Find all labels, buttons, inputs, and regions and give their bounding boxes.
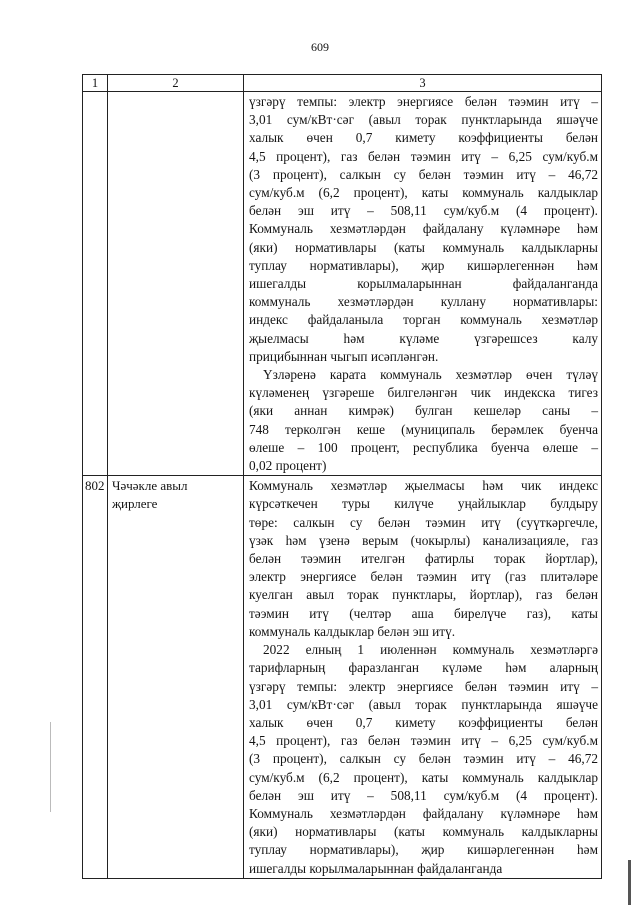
- row-number-cell: [83, 92, 108, 476]
- header-col-2: 2: [108, 75, 244, 92]
- description-cell: [244, 476, 602, 878]
- scan-artifact-edge: [628, 860, 631, 905]
- description-line: индекс файдаланыла торган коммуналь хезмәтләр: [249, 312, 598, 328]
- description-line: ишегалды корылмаларыннан файдаланганда: [249, 276, 598, 292]
- description-line: җыелмасы һәм күләме үзгәрешсез калу: [249, 330, 598, 346]
- description-line: төре: салкын су белән тәэмин итү (суүткәргечле,: [249, 514, 598, 530]
- settlement-name-cell: [108, 92, 244, 476]
- description-line: сум/куб.м (6,2 процент), каты коммуналь калдыклар: [249, 769, 598, 785]
- description-line: тарифларның фаразланган күләме һәм аларның: [249, 660, 598, 676]
- description-line: Коммуналь хезмәтләрдән файдалану күләмнәре һәм: [249, 221, 598, 237]
- table-row-802: [83, 476, 602, 878]
- description-line: 4,5 процент), газ белән тәэмин итү – 6,25 сум/куб.м: [249, 733, 598, 749]
- description-line: 2022 елның 1 июленнән коммуналь хезмәтләргә: [263, 642, 598, 658]
- description-line: Үзләренә карата коммуналь хезмәтләр өчен түләү: [263, 367, 598, 383]
- description-line: (яки) нормативлары (каты коммуналь калдыкларны: [249, 824, 598, 840]
- description-line: өлеше – 100 процент, республика буенча өлеше –: [249, 439, 598, 455]
- table-header-row: [83, 75, 602, 92]
- description-line: туплау нормативлары), җир кишәрлегеннән һәм: [249, 842, 598, 858]
- description-line: (яки) нормативлары (каты коммуналь калдыкларны: [249, 239, 598, 255]
- description-line: тәэмин итү (челтәр аша бирелүче газ), каты: [249, 605, 598, 621]
- description-line: сум/куб.м (6,2 процент), каты коммуналь калдыклар: [249, 185, 598, 201]
- description-cell: [244, 92, 602, 476]
- description-line: электр энергиясе белән тәэмин итү (газ плитәләре: [249, 569, 598, 585]
- document-table: [82, 74, 602, 879]
- description-line: ишегалды корылмаларыннан файдаланганда: [249, 860, 503, 876]
- description-line: үзгәрү темпы: электр энергиясе белән тәэмин итү –: [249, 94, 598, 109]
- description-line: белән эш итү – 508,11 сум/куб.м (4 процент).: [249, 787, 598, 803]
- description-line: 4,5 процент), газ белән тәэмин итү – 6,25 сум/куб.м: [249, 148, 598, 164]
- description-line: Коммуналь хезмәтләр җыелмасы һәм чик индекс: [249, 478, 598, 494]
- description-line: туплау нормативлары), җир кишәрлегеннән һәм: [249, 257, 598, 273]
- description-line: коммуналь калдыклар белән эш итү.: [249, 623, 456, 639]
- scan-artifact-line: [50, 722, 51, 812]
- header-col-3: 3: [244, 75, 602, 92]
- description-line: үзәк һәм үзенә верым (чокырлы) канализацияле, газ: [249, 532, 598, 548]
- description-line: 3,01 сум/кВт·сәг (авыл торак пунктларында яшәүче: [249, 112, 598, 128]
- description-line: үзгәрү темпы: электр энергиясе белән тәэмин итү –: [249, 678, 598, 694]
- page-number: 609: [311, 40, 329, 54]
- description-line: халык өчен 0,7 кимету коэффициенты белән: [249, 130, 598, 146]
- description-line: (3 процент), салкын су белән тәэмин итү – 46,72: [249, 166, 598, 182]
- description-line: прицибыннан чыгып исәпләнгән.: [249, 348, 439, 364]
- description-line: 0,02 процент): [249, 458, 327, 474]
- settlement-name-line: җирлеге: [112, 496, 158, 512]
- description-line: (яки аннан кимрәк) булган кешеләр саны –: [249, 403, 598, 419]
- table-row-continued: [83, 92, 602, 476]
- description-line: белән эш итү – 508,11 сум/куб.м (4 процент).: [249, 203, 598, 219]
- header-col-1: 1: [83, 75, 108, 92]
- description-line: белән тәэмин ителгән фатирлы торак йортлар),: [249, 551, 598, 567]
- row-number-cell: 802: [83, 476, 108, 878]
- description-line: халык өчен 0,7 кимету коэффициенты белән: [249, 714, 598, 730]
- description-line: күрсәткечен туры килүче уңайлыклар булдыру: [249, 496, 598, 512]
- description-line: 3,01 сум/кВт·сәг (авыл торак пунктларында яшәүче: [249, 696, 598, 712]
- settlement-name-line: Чәчәкле авыл: [112, 478, 188, 494]
- description-line: күләменең үзгәреше билгеләнгән чик индекска тигез: [249, 385, 598, 401]
- description-line: 748 терколгән кеше (муниципаль берәмлек буенча: [249, 421, 598, 437]
- settlement-name-cell: [108, 476, 244, 878]
- description-line: Коммуналь хезмәтләрдән файдалану күләмнәре һәм: [249, 805, 598, 821]
- description-line: (3 процент), салкын су белән тәэмин итү – 46,72: [249, 751, 598, 767]
- description-line: коммуналь хезмәтләрдән куллану нормативлары:: [249, 294, 598, 310]
- description-line: куелган авыл торак пунктлары, йортлар), газ белән: [249, 587, 598, 603]
